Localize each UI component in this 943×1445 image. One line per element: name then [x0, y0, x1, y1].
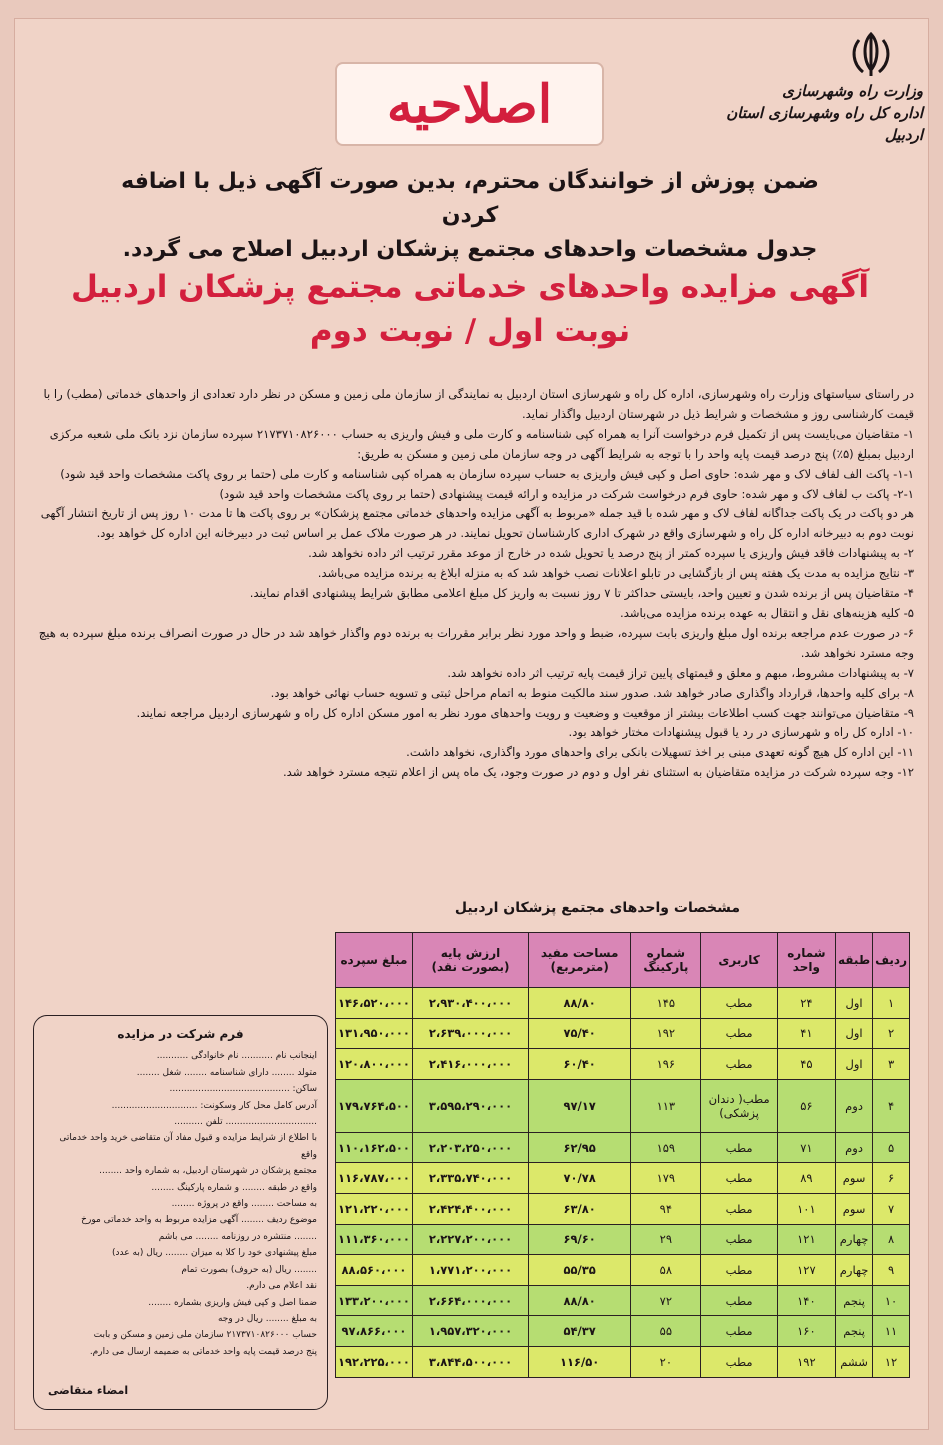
table-cell: ۴۵: [777, 1049, 835, 1080]
apology-text: [120, 165, 820, 267]
form-line: واقع در طبقه ........ و شماره پارکینگ ........: [151, 1182, 317, 1193]
table-cell: مطب: [701, 988, 777, 1019]
paragraph: ۹- متقاضیان می‌توانند جهت کسب اطلاعات بیشتر از موقعیت و وضعیت و رویت واحدهای مورد نظر به امور مسکن اداره کل راه و شهرسازی اردبیل مراجعه نمایند.: [136, 705, 914, 720]
table-cell: ۸۸،۵۶۰،۰۰۰: [336, 1255, 413, 1286]
form-line: ساکن: ..........................................: [169, 1084, 317, 1095]
table-cell: ۱۷۹: [631, 1163, 701, 1194]
table-cell: ۱۷۹،۷۶۴،۵۰۰: [336, 1079, 413, 1132]
form-title: فرم شرکت در مزایده: [117, 1027, 244, 1041]
paragraph: ۶- در صورت عدم مراجعه برنده اول مبلغ واریزی بابت سپرده، ضبط و واحد مورد نظر برابر مقررات به برنده دوم واگذار خواهد شد در حال در صورت انصراف برنده مبلغ سپرده به هیچ وجه مسترد نخواهد شد.: [38, 625, 914, 660]
form-line: ضمنا اصل و کپی فیش واریزی بشماره ........: [148, 1297, 317, 1308]
table-cell: ۳،۸۴۴،۵۰۰،۰۰۰: [412, 1346, 528, 1377]
table-cell: ۶: [873, 1163, 910, 1194]
table-cell: ۷۵/۴۰: [529, 1018, 631, 1049]
table-cell: پنجم: [836, 1316, 873, 1347]
table-cell: ۱۱۶/۵۰: [529, 1346, 631, 1377]
table-cell: سوم: [836, 1163, 873, 1194]
auction-headline: [40, 265, 900, 353]
form-line: ........ ریال (به حروف) بصورت تمام: [181, 1264, 317, 1275]
header-cell: شماره پارکینگ: [631, 933, 701, 988]
table-row: [336, 988, 910, 1019]
table-cell: مطب: [701, 1163, 777, 1194]
table-cell: ۳،۵۹۵،۲۹۰،۰۰۰: [412, 1079, 528, 1132]
table-cell: مطب: [701, 1193, 777, 1224]
table-cell: ۲۰: [631, 1346, 701, 1377]
table-cell: ۵۸: [631, 1255, 701, 1286]
table-cell: ۵۵: [631, 1316, 701, 1347]
table-row: [336, 1193, 910, 1224]
table-cell: ۲،۳۳۵،۷۴۰،۰۰۰: [412, 1163, 528, 1194]
header-cell: طبقه: [836, 933, 873, 988]
headline-line-2: نوبت اول / نوبت دوم: [309, 313, 631, 349]
auction-conditions: [28, 385, 914, 783]
form-line: به مبلغ ........ ریال در وجه: [217, 1313, 317, 1324]
table-cell: ۶۳/۸۰: [529, 1193, 631, 1224]
table-cell: ۲۴: [777, 988, 835, 1019]
table-cell: ۱۱۰،۱۶۲،۵۰۰: [336, 1132, 413, 1163]
header-cell: شماره واحد: [777, 933, 835, 988]
header-cell: ارزش پایه (بصورت نقد): [412, 933, 528, 988]
participation-form: [33, 1015, 328, 1410]
ministry-header: [723, 80, 923, 146]
paragraph: ۴- متقاضیان پس از برنده شدن و تعیین واحد، بایستی حداکثر تا ۷ روز نسبت به واریز کل مبلغ اعلامی مطابق شرایط پیشنهادی اقدام نمایند.: [249, 586, 914, 601]
table-cell: ۸۸/۸۰: [529, 988, 631, 1019]
table-cell: ۴۱: [777, 1018, 835, 1049]
table-cell: مطب: [701, 1255, 777, 1286]
table-cell: ۱۴۵: [631, 988, 701, 1019]
table-cell: ۵۴/۳۷: [529, 1316, 631, 1347]
table-cell: ۵۶: [777, 1079, 835, 1132]
paragraph: ۱- متقاضیان می‌بایست پس از تکمیل فرم درخواست آنرا به همراه کپی شناسنامه و کارت ملی و فیش واریزی به حساب ۲۱۷۳۷۱۰۸۲۶۰۰۰ سپرده سازمان نزد بانک ملی شعبه مرکزی اردبیل بمبلغ (۵٪) پنج درصد قیمت پایه واحد را با توجه به شرایط آگهی در وجه سازمان ملی زمین و مسکن به طریق:: [49, 426, 914, 461]
table-cell: ۱۲۱: [777, 1224, 835, 1255]
table-cell: ۶۰/۴۰: [529, 1049, 631, 1080]
table-cell: ۱۳۳،۲۰۰،۰۰۰: [336, 1285, 413, 1316]
form-line: اینجانب نام ........... نام خانوادگی ...........: [156, 1051, 317, 1062]
table-row: [336, 1346, 910, 1377]
table-cell: ۱۲۷: [777, 1255, 835, 1286]
table-row: [336, 1079, 910, 1132]
table-cell: ۲،۴۱۶،۰۰۰،۰۰۰: [412, 1049, 528, 1080]
table-cell: مطب: [701, 1018, 777, 1049]
table-cell: ۱۶۰: [777, 1316, 835, 1347]
paragraph: ۸- برای کلیه واحدها، قرارداد واگذاری صادر خواهد شد. صدور سند مالکیت منوط به اتمام مراحل ثبتی و تسویه حساب نهائی خواهد بود.: [270, 685, 914, 700]
office-name: اداره کل راه وشهرسازی استان: [726, 104, 923, 122]
units-table: [335, 932, 910, 1378]
table-cell: دوم: [836, 1132, 873, 1163]
table-cell: ششم: [836, 1346, 873, 1377]
table-cell: ۲،۲۰۳،۲۵۰،۰۰۰: [412, 1132, 528, 1163]
table-cell: ۱۵۹: [631, 1132, 701, 1163]
table-cell: ۷۰/۷۸: [529, 1163, 631, 1194]
table-cell: ۵۵/۳۵: [529, 1255, 631, 1286]
form-line: مجتمع پزشکان در شهرستان اردبیل، به شماره واحد ........: [99, 1166, 317, 1177]
table-cell: اول: [836, 1049, 873, 1080]
table-cell: ۱۹۲: [631, 1018, 701, 1049]
table-cell: مطب: [701, 1346, 777, 1377]
table-cell: ۳: [873, 1049, 910, 1080]
table-cell: دوم: [836, 1079, 873, 1132]
paragraph: ۱۰- اداره کل راه و شهرسازی در رد یا قبول پیشنهادات مختار خواهد بود.: [568, 725, 914, 740]
table-cell: ۷۱: [777, 1132, 835, 1163]
table-cell: ۷۲: [631, 1285, 701, 1316]
table-row: [336, 1018, 910, 1049]
form-line: حساب ۲۱۷۳۷۱۰۸۲۶۰۰۰ سازمان ملی زمین و مسکن و بابت: [93, 1330, 317, 1341]
table-cell: ۲: [873, 1018, 910, 1049]
table-cell: اول: [836, 988, 873, 1019]
table-cell: ۱۴۰: [777, 1285, 835, 1316]
paragraph: ۱۲- وجه سپرده شرکت در مزایده متقاضیان به استثنای نفر اول و دوم در صورت وجود، یک ماه پس از اعلام نتیجه مسترد خواهد شد.: [282, 765, 914, 780]
header-cell: کاربری: [701, 933, 777, 988]
paragraph: هر دو پاکت در یک پاکت جداگانه لفاف لاک و مهر شده با قید جمله «مربوط به آگهی مزایده واحدهای خدماتی مجتمع پزشکان» بر روی پاکت ها تا مدت ۱۰ روز پس از تاریخ انتشار آگهی نوبت دوم به دبیرخانه اداره کل راه و شهرسازی واقع در شهرک اداری کارشناسان تحویل نمایند. در هر صورت ملاک عمل بر اساس ثبت در دبیرخانه این اداره کل خواهد بود.: [40, 506, 914, 541]
table-cell: ۱۴۶،۵۲۰،۰۰۰: [336, 988, 413, 1019]
paragraph: ۲- به پیشنهادات فاقد فیش واریزی یا سپرده کمتر از پنج درصد یا تحویل شده در خارج از موعد مقرر ترتیب اثر داده نخواهد شد.: [308, 546, 914, 561]
table-cell: ۱،۹۵۷،۳۲۰،۰۰۰: [412, 1316, 528, 1347]
table-title: مشخصات واحدهای مجتمع پزشکان اردبیل: [454, 900, 740, 916]
table-cell: مطب: [701, 1132, 777, 1163]
header-cell: مساحت مفید (مترمربع): [529, 933, 631, 988]
table-cell: ۱۱۳: [631, 1079, 701, 1132]
table-cell: ۶۲/۹۵: [529, 1132, 631, 1163]
form-line: آدرس کامل محل کار وسکونت: ..............................: [111, 1100, 317, 1111]
table-cell: ۱۹۲: [777, 1346, 835, 1377]
table-cell: ۴: [873, 1079, 910, 1132]
table-cell: ۱۲۰،۸۰۰،۰۰۰: [336, 1049, 413, 1080]
form-line: نقد اعلام می دارم.: [246, 1281, 317, 1292]
paragraph: ۱-۱- پاکت الف لفاف لاک و مهر شده: حاوی اصل و کپی فیش واریزی به حساب سپرده سازمان به همراه کپی شناسنامه و کارت ملی (حتما بر روی پاکت مشخصات واحد قید شود): [60, 466, 914, 481]
table-cell: ۱،۷۷۱،۲۰۰،۰۰۰: [412, 1255, 528, 1286]
table-cell: پنجم: [836, 1285, 873, 1316]
form-line: پنج درصد قیمت پایه واحد خدماتی به ضمیمه ارسال می دارم.: [89, 1346, 317, 1357]
iran-emblem-icon: [841, 30, 901, 80]
table-cell: مطب: [701, 1285, 777, 1316]
table-cell: ۲،۶۳۹،۰۰۰،۰۰۰: [412, 1018, 528, 1049]
apology-line-1: ضمن پوزش از خوانندگان محترم، بدین صورت آگهی ذیل با اضافه کردن: [121, 169, 819, 228]
form-line: به مساحت ........ واقع در پروژه ........: [171, 1199, 317, 1210]
paragraph: ۱۱- این اداره کل هیچ گونه تعهدی مبنی بر اخذ تسهیلات بانکی برای واحدهای مورد واگذاری، نخواهد داشت.: [406, 745, 914, 760]
table-cell: ۵: [873, 1132, 910, 1163]
table-cell: مطب: [701, 1049, 777, 1080]
paragraph: ۲-۱- پاکت ب لفاف لاک و مهر شده: حاوی فرم درخواست شرکت در مزایده و ارائه قیمت پیشنهادی (حتما بر روی پاکت مشخصات واحد قید شود): [219, 486, 914, 501]
table-cell: مطب( دندان پزشکی): [701, 1079, 777, 1132]
table-row: [336, 1255, 910, 1286]
form-line: با اطلاع از شرایط مزایده و قبول مفاد آن متقاضی خرید واحد خدماتی واقع: [59, 1133, 317, 1160]
table-cell: ۱۰: [873, 1285, 910, 1316]
form-line: ................................ تلفن ..........: [174, 1117, 317, 1128]
table-row: [336, 1163, 910, 1194]
table-cell: چهارم: [836, 1255, 873, 1286]
ministry-name: وزارت راه وشهرسازی: [782, 82, 923, 100]
table-cell: مطب: [701, 1316, 777, 1347]
table-cell: ۱۱: [873, 1316, 910, 1347]
table-cell: ۱۲۱،۲۲۰،۰۰۰: [336, 1193, 413, 1224]
correction-title-box: [335, 62, 604, 146]
table-cell: ۹۷،۸۶۶،۰۰۰: [336, 1316, 413, 1347]
paragraph: ۷- به پیشنهادات مشروط، مبهم و معلق و قیمتهای پایین تراز قیمت پایه ترتیب اثر داده نخواهد شد.: [447, 665, 914, 680]
table-cell: چهارم: [836, 1224, 873, 1255]
table-cell: سوم: [836, 1193, 873, 1224]
table-cell: ۲،۴۲۴،۴۰۰،۰۰۰: [412, 1193, 528, 1224]
paragraph: ۳- نتایج مزایده به مدت یک هفته پس از بازگشایی در تابلو اعلانات نصب خواهد شد که به منزله ابلاغ به برنده مزایده می‌باشد.: [317, 566, 914, 581]
table-cell: ۸۸/۸۰: [529, 1285, 631, 1316]
table-cell: ۱۳۱،۹۵۰،۰۰۰: [336, 1018, 413, 1049]
table-row: [336, 1285, 910, 1316]
table-row: [336, 1316, 910, 1347]
table-cell: ۱۹۲،۲۲۵،۰۰۰: [336, 1346, 413, 1377]
form-line: متولد ........ دارای شناسنامه ........ شغل ........: [136, 1067, 317, 1078]
table-header-row: [336, 933, 910, 988]
headline-line-1: آگهی مزایده واحدهای خدماتی مجتمع پزشکان اردبیل: [71, 269, 869, 305]
table-cell: ۹: [873, 1255, 910, 1286]
paragraph: ۵- کلیه هزینه‌های نقل و انتقال به عهده برنده مزایده می‌باشد.: [620, 605, 914, 620]
table-cell: ۲،۲۲۷،۲۰۰،۰۰۰: [412, 1224, 528, 1255]
table-cell: ۷: [873, 1193, 910, 1224]
table-cell: ۲،۹۳۰،۴۰۰،۰۰۰: [412, 988, 528, 1019]
apology-line-2: جدول مشخصات واحدهای مجتمع پزشکان اردبیل اصلاح می گردد.: [122, 237, 818, 262]
form-line: ........ منتشره در روزنامه ........ می باشم: [158, 1231, 317, 1242]
table-row: [336, 1224, 910, 1255]
table-cell: ۶۹/۶۰: [529, 1224, 631, 1255]
table-cell: ۱۲: [873, 1346, 910, 1377]
form-line: موضوع ردیف ........ آگهی مزایده مربوط به واحد خدماتی مورخ: [81, 1215, 317, 1226]
correction-title: اصلاحیه: [386, 73, 553, 135]
applicant-signature: امضاء متقاضی: [48, 1383, 129, 1397]
form-line: مبلغ پیشنهادی خود را کلا به میزان ........ ریال (به عدد): [112, 1248, 317, 1259]
table-cell: ۱۱۱،۳۶۰،۰۰۰: [336, 1224, 413, 1255]
header-cell: ردیف: [873, 933, 910, 988]
table-cell: ۲،۶۶۴،۰۰۰،۰۰۰: [412, 1285, 528, 1316]
table-cell: ۲۹: [631, 1224, 701, 1255]
table-cell: ۱۹۶: [631, 1049, 701, 1080]
province-name: اردبیل: [884, 126, 923, 144]
header-cell: مبلغ سپرده: [336, 933, 413, 988]
table-row: [336, 1132, 910, 1163]
table-cell: ۸: [873, 1224, 910, 1255]
table-cell: مطب: [701, 1224, 777, 1255]
table-cell: ۹۴: [631, 1193, 701, 1224]
table-cell: ۸۹: [777, 1163, 835, 1194]
table-cell: ۱: [873, 988, 910, 1019]
table-cell: ۹۷/۱۷: [529, 1079, 631, 1132]
table-row: [336, 1049, 910, 1080]
table-cell: ۱۰۱: [777, 1193, 835, 1224]
paragraph: در راستای سیاستهای وزارت راه وشهرسازی، اداره کل راه و شهرسازی استان اردبیل به نمایندگی از سازمان ملی زمین و مسکن در نظر دارد تعدادی از واحدهای خدماتی (مطب) را با قیمت کارشناسی روز و مشخصات و شرایط ذیل در شهرستان اردبیل واگذار نماید.: [43, 387, 914, 421]
table-cell: اول: [836, 1018, 873, 1049]
table-cell: ۱۱۶،۷۸۷،۰۰۰: [336, 1163, 413, 1194]
